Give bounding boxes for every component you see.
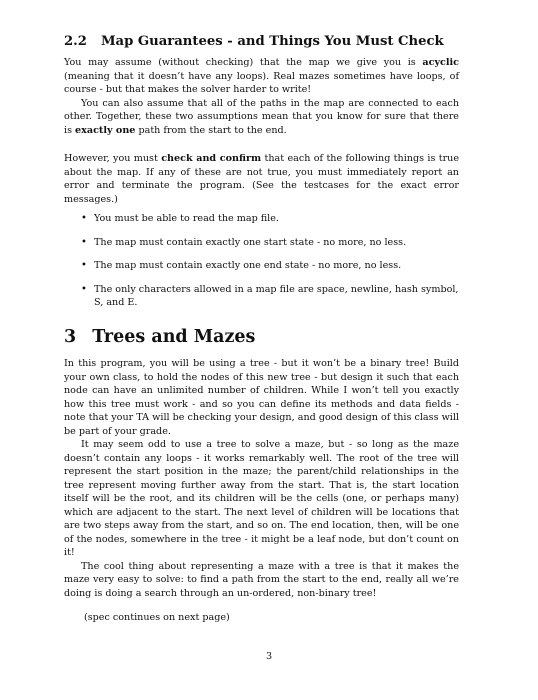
paragraph-acyclic [64,56,459,97]
paragraph-tree-intro: In this program, you will be using a tree - but it won’t be a binary tree! Build your own class, to hold the nodes of this new tree - but design it such that each node can have an unlimited number of children. While I won’t tell you exactly how this tree must work - and so you can define its methods and data fields - note that your TA will be checking your design, and good design of this class will be part of your grade. [64,358,459,437]
list-item [64,283,459,310]
bullet-icon: • [81,283,87,295]
section-2-2-checks [64,152,459,206]
list-item-text: The map must contain exactly one start state - no more, no less. [94,236,407,248]
text-run: path from the start to the end. [135,124,287,136]
section-2-2-intro [64,56,459,137]
emphasis-check-and-confirm: check and confirm [161,153,262,164]
list-item-text: You must be able to read the map file. [94,213,279,224]
emphasis-exactly-one: exactly one [75,124,136,136]
list-item-text: The map must contain exactly one end state - no more, no less. [94,260,402,271]
section-number: 2.2 [64,34,87,49]
text-run: You may assume (without checking) that the map we give you is [64,57,423,68]
bullet-icon: • [81,213,87,224]
text-run: However, you must [64,153,162,164]
section-title: Trees and Mazes [92,327,256,347]
bullet-icon: • [81,236,87,248]
continuation-note: (spec continues on next page) [84,612,230,623]
list-item [64,236,459,250]
paragraph-connected [64,97,459,138]
section-heading-3 [64,326,255,348]
list-item [64,259,459,273]
section-title: Map Guarantees - and Things You Must Check [100,34,444,49]
list-item-text: The only characters allowed in a map file are space, newline, hash symbol, S, and E. [94,283,459,308]
list-item [64,212,459,226]
section-number: 3 [64,327,77,347]
page-number: 3 [265,651,273,662]
bullet-icon: • [81,260,87,271]
requirements-list [64,212,459,320]
emphasis-acyclic: acyclic [422,57,459,68]
text-run: that each of the following things is true about the map. If any of these are not true, you must immediately report an error and terminate the program. (See the testcases for the exact error messages.) [64,153,460,205]
section-heading-2-2 [64,33,444,51]
text-run: (meaning that it doesn’t have any loops). Real mazes sometimes have loops, of course - but that makes the solver harder to write! [64,70,459,95]
paragraph-cool-thing: The cool thing about representing a maze with a tree is that it makes the maze very easy to solve: to find a path from the start to the end, really all we’re doing is doing a search through an un-ordered, non-binary tree! [64,560,459,599]
paragraph-must-check [64,152,459,206]
section-3-body [64,357,459,600]
paragraph-tree-maze: It may seem odd to use a tree to solve a maze, but - so long as the maze doesn’t contain any loops - it works remarkably well. The root of the tree will represent the start position in the maze; the parent/child relationships in the tree represent moving further away from the start. That is, the start location itself will be the root, and its children will be the cells (one, or perhaps many) which are adjacent to the start. The next level of children will be locations that are two steps away from the start, and so on. The end location, then, will be one of the nodes, somewhere in the tree - it might be a leaf node, but don’t count on it! [64,439,459,558]
text-run: You can also assume that all of the paths in the map are connected to each other. Together, these two assumptions mean that you know for sure that there is [64,97,459,136]
